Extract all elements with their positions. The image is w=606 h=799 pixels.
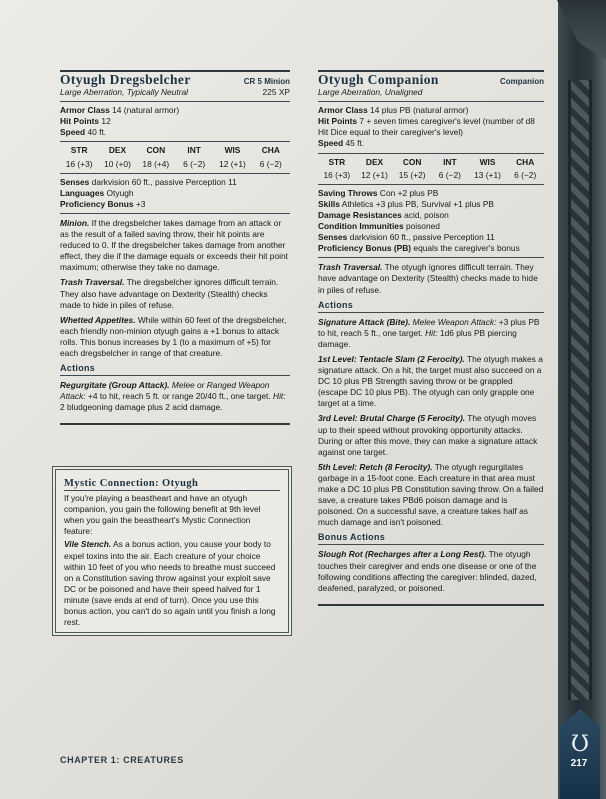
bonus-actions-heading: Bonus Actions xyxy=(318,532,544,545)
celtic-knot-border xyxy=(568,80,592,700)
condition-immunities: Condition Immunities poisoned xyxy=(318,221,440,232)
speed: Speed 40 ft. xyxy=(60,127,107,138)
challenge-rating: CR 5 Minion xyxy=(243,77,290,86)
logo-icon: Ʊ xyxy=(570,732,590,757)
senses: Senses darkvision 60 ft., passive Perception 11 xyxy=(318,232,495,243)
action-signature-attack: Signature Attack (Bite). Melee Weapon Attack: +3 plus PB to hit, reach 5 ft., one target. Hit: 1d6 plus PB piercing damage. xyxy=(318,316,540,349)
right-column xyxy=(318,70,544,606)
sidebar-intro: If you're playing a beastheart and have an otyugh companion, you gain the following benefit at 9th level when you gain the beastheart's Mystic Connection feature: xyxy=(64,493,261,537)
divider xyxy=(318,257,544,258)
trait-trash-traversal: Trash Traversal. The dregsbelcher ignores difficult terrain. They also have advantage on Dexterity (Stealth) checks made to hide in piles of refuse. xyxy=(60,277,279,310)
bonus-slough-rot: Slough Rot (Recharges after a Long Rest). The otyugh touches their caregiver and ends one disease or one of the following conditions affecting the caregiver: blinded, dazed, deafened, paralyzed, or poisoned. xyxy=(318,549,537,593)
ability-scores: 16 (+3) 10 (+0) 18 (+4) 6 (−2) 12 (+1) 6 (−2) xyxy=(65,158,282,169)
companion-tag: Companion xyxy=(500,77,544,86)
left-column xyxy=(60,70,290,425)
divider xyxy=(318,184,544,185)
ability-headers: STR DEX CON INT WIS CHA xyxy=(70,145,280,156)
action-tentacle-slam: 1st Level: Tentacle Slam (2 Ferocity). The otyugh makes a signature attack. On a hit, the target must also succeed on a DC 10 plus PB Strength saving throw or be grappled (escape DC 10 plus PB). The otyugh can only grapple one target at a time. xyxy=(318,353,543,409)
proficiency-bonus: Proficiency Bonus +3 xyxy=(60,198,146,209)
ability-scores: 16 (+3) 12 (+1) 15 (+2) 6 (−2) 13 (+1) 6 (−2) xyxy=(323,169,537,180)
trait-trash-traversal: Trash Traversal. The otyugh ignores difficult terrain. They have advantage on Dexterity (Stealth) checks made to hide in piles of refuse. xyxy=(318,262,538,295)
divider xyxy=(60,173,290,174)
damage-resistances: Damage Resistances acid, poison xyxy=(318,209,449,220)
saving-throws: Saving Throws Con +2 plus PB xyxy=(318,187,439,198)
chapter-footer: CHAPTER 1: CREATURES xyxy=(60,755,184,765)
divider xyxy=(60,141,290,142)
trait-whetted-appetites: Whetted Appetites. While within 60 feet of the dregsbelcher, each friendly non-minion otyugh gains a +1 bonus to attack rolls. This bonus increases by 1 (to a maximum of +5) for each dregsbelcher in range of that creature. xyxy=(60,314,287,358)
actions-heading: Actions xyxy=(318,300,544,313)
ability-headers: STR DEX CON INT WIS CHA xyxy=(328,156,535,167)
page-number: 217 xyxy=(570,758,588,769)
action-retch: 5th Level: Retch (8 Ferocity). The otyugh regurgitates garbage in a 15-foot cone. Each creature in that area must make a DC 10 plus PB Constitution saving throw. On a failed save, a creature takes PBd6 poison damage and is poisoned. On a successful save, a creature takes half as much damage and isn't poisoned. xyxy=(318,461,544,528)
action-brutal-charge: 3rd Level: Brutal Charge (5 Ferocity). The otyugh moves up to their speed without provoking opportunity attacks. During or after this move, they can make a signature attack against one target. xyxy=(318,413,538,457)
page-frame-right xyxy=(558,0,606,799)
divider xyxy=(318,153,544,154)
sidebar-vile-stench: Vile Stench. As a bonus action, you cause your body to expel toxins into the air. Each creature of your choice within 10 feet of you who needs to breathe must succeed on a Constitution saving throw against your exploit save DC or be poisoned and have their speed halved for 1 minute (save ends at end of turn). Once you use this bonus action, you can't do so again until you finish a long rest. xyxy=(64,539,276,628)
monster-type: Large Aberration, Typically Neutral xyxy=(60,87,189,98)
divider xyxy=(60,101,290,102)
senses: Senses darkvision 60 ft., passive Perception 11 xyxy=(60,176,237,187)
action-regurgitate: Regurgitate (Group Attack). Melee or Ranged Weapon Attack: +4 to hit, reach 5 ft. or range 20/40 ft., one target. Hit: 2 bludgeoning damage plus 2 acid damage. xyxy=(60,380,286,413)
skills: Skills Athletics +3 plus PB, Survival +1 plus PB xyxy=(318,198,494,209)
monster-name: Otyugh Companion xyxy=(318,72,439,87)
armor-class: Armor Class 14 (natural armor) xyxy=(60,105,180,116)
divider xyxy=(318,101,544,102)
sidebar-title: Mystic Connection: Otyugh xyxy=(64,478,280,491)
hit-points: Hit Points 12 xyxy=(60,116,111,127)
actions-heading: Actions xyxy=(60,363,290,376)
divider xyxy=(60,213,290,214)
hit-points: Hit Points 7 + seven times caregiver's level (number of d8 Hit Dice equal to their caregiver's level) xyxy=(318,116,535,138)
monster-name: Otyugh Dregsbelcher xyxy=(60,72,191,87)
statblock-dregsbelcher xyxy=(60,70,290,425)
speed: Speed 45 ft. xyxy=(318,138,365,149)
proficiency-bonus: Proficiency Bonus (PB) equals the caregiver's bonus xyxy=(318,243,520,254)
statblock-companion xyxy=(318,70,544,606)
armor-class: Armor Class 14 plus PB (natural armor) xyxy=(318,105,469,116)
mystic-connection-sidebar xyxy=(52,466,292,636)
trait-minion: Minion. If the dregsbelcher takes damage from an attack or as the result of a failed saving throw, their hit points are reduced to 0. If the dregsbelcher takes damage from another effect, they die if the damage equals or exceeds their hit point maximum; otherwise they take no damage. xyxy=(60,217,288,273)
monster-type: Large Aberration, Unaligned xyxy=(318,87,423,98)
languages: Languages Otyugh xyxy=(60,187,134,198)
xp-value: 225 XP xyxy=(262,87,290,98)
